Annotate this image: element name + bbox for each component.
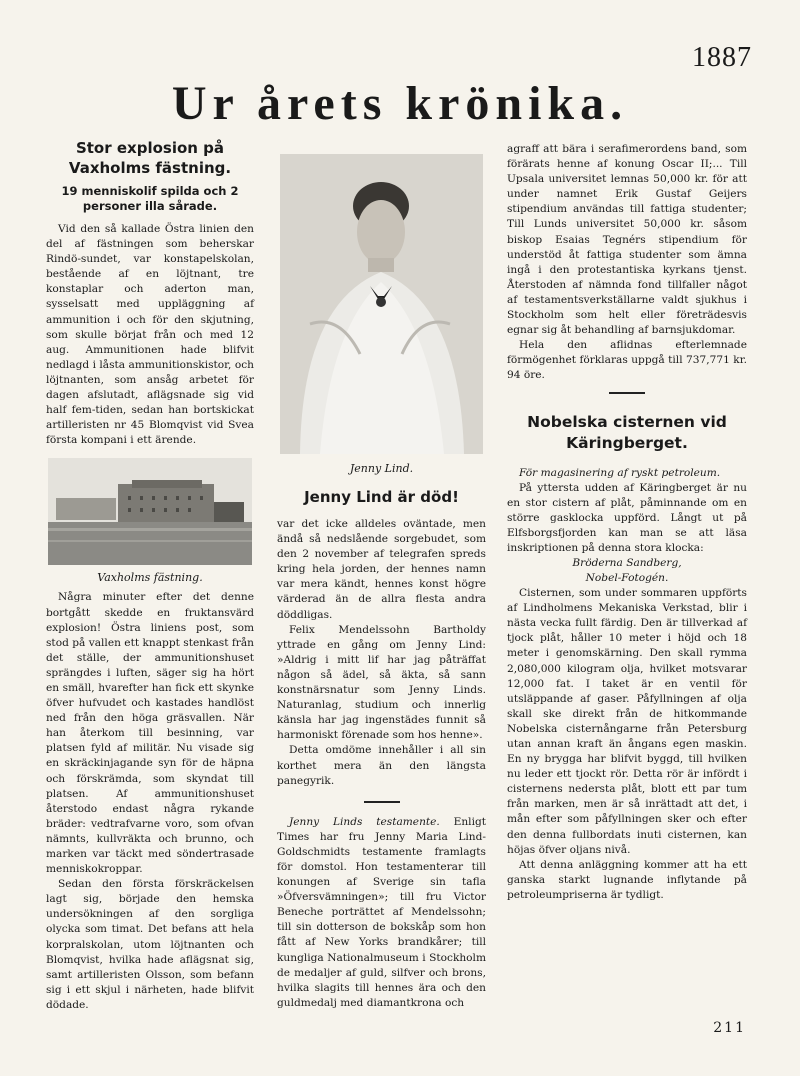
paragraph: Vid den så kallade Östra linien den del af fästningen som beherskar Rindö-sundet, var konstapelskolan, bestående af en löjtnant, tre konstaplar och aderton man, sysselsatt med uppläggning af ammunition i och för den skjutning, som skulle börjat från och med 12 aug. Ammunitionen hade blifvit nedlagd i låsta ammunitionskistor, och löjtnanten, som ansåg arbetet för dagen afslutadt, aflägsnade sig vid half fem-tiden, sedan han bortskickat artilleristen nr 45 Blomqvist vid Svea första kompani i ett ärende. <box>46 223 254 447</box>
testament-label: Jenny Linds testamente. <box>289 815 440 828</box>
paragraph: Att denna anläggning kommer att ha ett ganska starkt lugnande inflytande på petroleumpriserna är tydligt. <box>507 858 747 901</box>
article-body-testament <box>277 815 486 1011</box>
article-body-testament-cont <box>507 142 747 384</box>
article-heading-explosion: Stor explosion på Vaxholms fästning. <box>68 139 232 177</box>
page-title: Ur årets krönika. <box>171 77 629 130</box>
article-subheading-explosion: 19 menniskolif spilda och 2 personer illa sårade. <box>61 184 239 213</box>
portrait-illustration <box>280 154 483 454</box>
article-heading-jenny-lind: Jenny Lind är död! <box>304 488 459 506</box>
fortress-photo-caption: Vaxholms fästning. <box>97 571 203 585</box>
inscription-line: Nobel-Fotogén. <box>585 572 669 585</box>
section-divider <box>609 392 645 394</box>
section-divider <box>364 801 400 803</box>
inscription-line: Bröderna Sandberg, <box>572 557 682 570</box>
article-body-explosion-1 <box>46 222 254 448</box>
column-middle <box>277 146 486 1011</box>
paragraph: Hela den aflidnas efterlemnade förmögenhet förklaras uppgå till 737,771 kr. 94 öre. <box>507 339 747 382</box>
column-right <box>507 142 747 903</box>
paragraph: Enligt Times har fru Jenny Maria Lind-Goldschmidts testamente framlagts för domstol. Hon testamenterar till konungen af Sverige sin tafla »Öfversvämningen»; till fru Victor Beneche porträttet af Mendelssohn; till sin dotterson de bokskåp som hon fått af New Yorks brandkårer; till kungliga Nationalmuseum i Stockholm de medaljer af guld, silfver och brons, hvilka slagits till hennes ära och den guldmedalj med diamantkrona och <box>277 815 486 1009</box>
paragraph: På yttersta udden af Käringberget är nu en stor cistern af plåt, påminnande om en större gasklocka uppförd. Långt ut på Elfsborgsfjorden kan man se att läsa inskriptionen på denna stora klocka: <box>507 481 747 554</box>
article-heading-nobel: Nobelska cisternen vid Käringberget. <box>527 412 727 452</box>
jenny-lind-portrait <box>280 154 483 454</box>
paragraph: agraff att bära i serafimerordens band, som förärats henne af konung Oscar II;... Till Upsala universitet lemnas 50,000 kr. för att under namnet Erik Gustaf Geijers stipendium användas till fattiga studenter; Till Lunds universitet 50,000 kr. såsom biskop Esaias Tegnérs stipendium för understöd åt fattiga studenter som ämna ingå i den protestantiska kyrkans tjenst. Återstoden af nämnda fond tillfaller något af testamentsverkställarne valdt sjukhus i Stockholm som helt eller företrädesvis egnar sig åt behandling af barnsjukdomar. <box>507 143 747 337</box>
article-body-nobel-2 <box>507 586 747 903</box>
paragraph: var det icke alldeles oväntade, men ändå så nedslående sorgebudet, som den 2 november af telegrafen spreds kring hela jorden, der hennes namn var mera kändt, hennes konst högre värderad än de allra flesta andra döddligas. <box>277 518 486 621</box>
page-number: 211 <box>713 1020 746 1036</box>
paragraph: Cisternen, som under sommaren uppförts af Lindholmens Mekaniska Verkstad, blir i nästa vecka fullt färdig. Den är tillverkad af tjock plåt, håller 10 meter i höjd och 18 meter i genomskärning. Den skall rymma 2,080,000 kilogram olja, hvilket motsvarar 12,000 fat. I taket är en ventil för utsläppande af gaser. Påfyllningen af olja skall ske direkt från de hitkommande Nobelska cisternångarne från Petersburg utan annan kraft än ångans egen maskin. En ny brygga har blifvit byggd, till hvilken nu leder ett tjockt rör. Detta rör är infördt i cisternens nedersta plåt, blott ett par tum från marken, men är så inrättadt att det, i mån efter som påfyllningen sker och efter den denna fullbordats inuti cisternen, kan höjas öfver oljans nivå. <box>507 587 747 856</box>
paragraph: Felix Mendelssohn Bartholdy yttrade en gång om Jenny Lind: »Aldrig i mitt lif har jag påträffat någon så ädel, så äkta, så sann konstnärsnatur som Jenny Linds. Naturanlag, studium och innerlig känsla har jag ingenstädes funnit så harmoniskt förenade som hos henne». <box>277 623 486 742</box>
portrait-caption: Jenny Lind. <box>349 462 414 475</box>
fortress-photo <box>48 458 252 565</box>
article-lead-nobel: För magasinering af ryskt petroleum. <box>519 466 721 479</box>
article-body-nobel <box>507 466 747 557</box>
article-body-jenny-lind <box>277 517 486 789</box>
article-body-explosion-2 <box>46 590 254 1013</box>
column-left <box>46 138 254 1013</box>
paragraph: Sedan den första förskräckelsen lagt sig, började den hemska undersökningen af den sorgliga olycka som timat. Det befans att hela korpralskolan, utom löjtnanten och Blomqvist, hvilka hade aflägsnat sig, samt artilleristen Olsson, som befann sig i ett skjul i närheten, hade blifvit dödade. <box>46 878 254 1011</box>
fortress-illustration <box>48 458 252 565</box>
paragraph: Detta omdöme innehåller i all sin korthet mera än den längsta panegyrik. <box>277 744 486 787</box>
page-year: 1887 <box>692 42 752 73</box>
paragraph: Några minuter efter det denne bortgått skedde en fruktansvärd explosion! Östra liniens post, som stod på vallen ett knappt stenkast från det ställe, der ammunitionshuset sprängdes i luften, säger sig ha hört en smäll, hvarefter han fick ett skynke öfver hufvudet och kastades handlöst ned från den höga gräsvallen. När han återkom till besinning, var platsen fyld af militär. Nu visade sig en skräckinjagande syn för de häpna och förskrämda, som skyndat till platsen. Af ammunitionshuset återstodo endast några rykande bräder: vedtrafvarne voro, som ofvan nämnts, kullvräkta och brunno, och marken var täckt med söndertrasade menniskokroppar. <box>46 591 254 876</box>
